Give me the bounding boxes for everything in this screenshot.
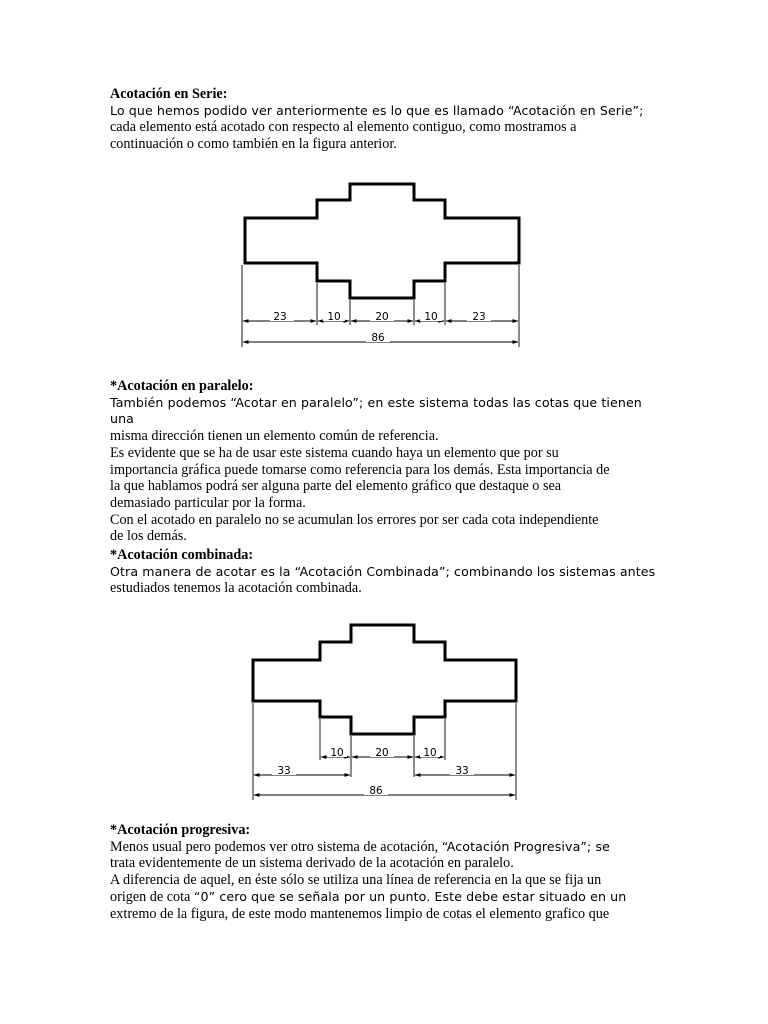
- paragraph-line: [110, 889, 660, 906]
- section-combinada: [110, 547, 660, 597]
- dim-label: 10: [423, 747, 437, 759]
- dim-label: 20: [375, 311, 389, 323]
- section-progresiva: [110, 822, 660, 922]
- paragraph-line: la que hablamos podrá ser alguna parte del elemento gráfico que destaque o sea: [110, 478, 562, 495]
- shape-outline: [245, 184, 519, 298]
- paragraph-line: Otra manera de acotar es la “Acotación Combinada”; combinando los sistemas antes: [110, 563, 656, 579]
- paragraph-line: Con el acotado en paralelo no se acumulan los errores por ser cada cota independiente: [110, 511, 599, 528]
- paragraph-line: A diferencia de aquel, en éste sólo se utiliza una línea de referencia en la que se fija un: [110, 872, 602, 889]
- dim-label: 33: [277, 765, 291, 777]
- paragraph-line: de los demás.: [110, 528, 187, 545]
- dim-label: 20: [375, 747, 389, 759]
- paragraph-line: trata evidentemente de un sistema derivado de la acotación en paralelo.: [110, 855, 514, 872]
- heading-progresiva: *Acotación progresiva:: [110, 822, 251, 838]
- figure-acotacion-combinada: [240, 615, 530, 805]
- shape-outline: [253, 625, 516, 734]
- dim-label: 10: [330, 747, 344, 759]
- paragraph-line: misma dirección tienen un elemento común de referencia.: [110, 428, 439, 445]
- dim-label-total: 86: [369, 785, 383, 797]
- section-paralelo: [110, 378, 660, 545]
- dim-label: 10: [327, 311, 341, 323]
- dim-label: 23: [273, 311, 287, 323]
- paragraph-line: [110, 839, 660, 856]
- text-run: “Acotación Progresiva”; se: [441, 838, 610, 854]
- dim-label-total: 86: [371, 332, 385, 344]
- text-run: “0” cero que se señala por un punto. Este debe estar situado en un: [193, 888, 627, 904]
- heading-combinada: *Acotación combinada:: [110, 547, 254, 563]
- dim-label: 33: [455, 765, 469, 777]
- paragraph-line: importancia gráfica puede tomarse como referencia para los demás. Esta importancia de: [110, 461, 610, 478]
- paragraph-line: Lo que hemos podido ver anteriormente es lo que es llamado “Acotación en Serie”;: [110, 102, 644, 118]
- paragraph-line: También podemos “Acotar en paralelo”; en este sistema todas las cotas que tienen una: [110, 394, 642, 427]
- figure-acotacion-serie: [230, 175, 530, 350]
- paragraph-line: continuación o como también en la figura anterior.: [110, 136, 397, 153]
- paragraph-line: Es evidente que se ha de usar este sistema cuando haya un elemento que por su: [110, 444, 559, 461]
- text-run: Menos usual pero podemos ver otro sistema de acotación,: [110, 838, 442, 855]
- paragraph-line: demasiado particular por la forma.: [110, 494, 306, 511]
- heading-serie: Acotación en Serie:: [110, 86, 228, 102]
- dim-label: 10: [424, 311, 438, 323]
- text-run: origen de cota: [110, 888, 194, 905]
- section-serie: [110, 86, 660, 153]
- dim-label: 23: [472, 311, 486, 323]
- paragraph-line: extremo de la figura, de este modo mantenemos limpio de cotas el elemento grafico que: [110, 905, 610, 922]
- paragraph-line: cada elemento está acotado con respecto al elemento contiguo, como mostramos a: [110, 119, 577, 136]
- heading-paralelo: *Acotación en paralelo:: [110, 378, 254, 394]
- paragraph-line: estudiados tenemos la acotación combinada.: [110, 580, 362, 597]
